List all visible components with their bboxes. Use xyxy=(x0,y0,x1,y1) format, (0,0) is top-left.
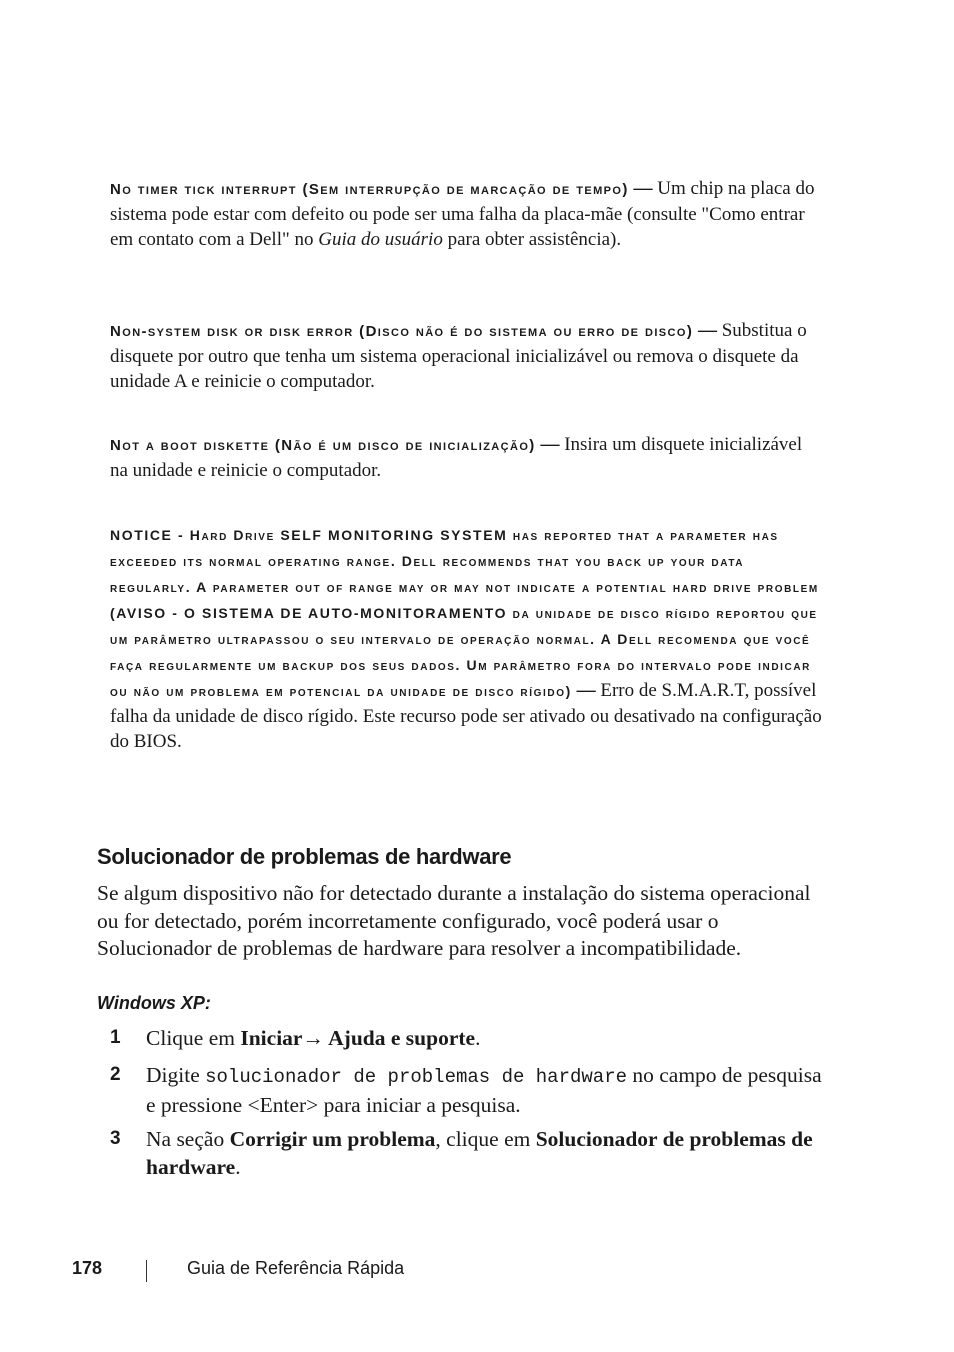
em-dash: — xyxy=(628,178,658,199)
error-entry-non-system-disk xyxy=(110,318,822,394)
em-dash: — xyxy=(571,680,601,701)
error-description-end: para obter assistência). xyxy=(442,229,622,250)
step-number: 2 xyxy=(110,1064,121,1085)
em-dash: — xyxy=(693,320,722,341)
error-heading: NOTICE - Hard Drive SELF MONITORING SYSTEM has reported that a parameter has exceeded its normal operating range. Dell recommends that you back up your data regularly. A parameter out of range may or may not indicate a potential hard drive problem (AVISO - O SISTEMA DE AUTO-MONITORAMENTO da unidade de disco rígido reportou que um parâmetro ultrapassou o seu intervalo de operação normal. A Dell recomenda que você faça regularmente um backup dos seus dados. Um parâmetro fora do intervalo pode indicar ou não um problema em potencial da unidade de disco rígido) xyxy=(110,527,819,699)
footer-doc-title: Guia de Referência Rápida xyxy=(187,1258,405,1278)
footer-divider xyxy=(146,1260,147,1282)
fix-problem-label: Corrigir um problema xyxy=(229,1127,436,1151)
page-footer xyxy=(0,1256,954,1286)
error-description: Insira um disquete inicializável na unidade e reinicie o computador. xyxy=(110,434,803,481)
menu-help-support: Ajuda e suporte xyxy=(323,1026,476,1050)
step-number: 1 xyxy=(110,1027,121,1048)
hardware-troubleshooter-label: Solucionador de problemas de hardware xyxy=(146,1127,813,1179)
section-intro: Se algum dispositivo não for detectado durante a instalação do sistema operacional ou for detectado, porém incorretamente configurado, você poderá usar o Solucionador de problemas de hardware para resolver a incompatibilidade. xyxy=(97,881,811,960)
error-heading: Not a boot diskette (Não é um disco de inicialização) xyxy=(110,437,536,454)
error-description: Um chip na placa do sistema pode estar com defeito ou pode ser uma falha da placa-mãe (consulte "Como entrar em contato com a Dell" no xyxy=(110,178,815,250)
error-entry-smart-notice xyxy=(110,522,822,754)
error-entry-timer-tick xyxy=(110,176,822,252)
em-dash: — xyxy=(535,434,565,455)
search-term: solucionador de problemas de hardware xyxy=(205,1066,627,1088)
os-label: Windows XP: xyxy=(97,993,211,1013)
step-text: Na seção Corrigir um problema, clique em Solucionador de problemas de hardware. xyxy=(146,1127,813,1179)
arrow-icon: → xyxy=(302,1026,324,1050)
error-heading: Non-system disk or disk error (Disco não é do sistema ou erro de disco) xyxy=(110,323,694,340)
step-number: 3 xyxy=(110,1128,121,1149)
guide-reference: Guia do usuário xyxy=(318,229,443,250)
step-text: Digite solucionador de problemas de hardware no campo de pesquisa e pressione <Enter> para iniciar a pesquisa. xyxy=(146,1063,822,1117)
error-description: Erro de S.M.A.R.T, possível falha da unidade de disco rígido. Este recurso pode ser ativado ou desativado na configuração do BIOS. xyxy=(110,680,822,752)
error-description: Substitua o disquete por outro que tenha um sistema operacional inicializável ou remova o disquete da unidade A e reinicie o computador. xyxy=(110,320,807,392)
page-number: 178 xyxy=(72,1258,103,1278)
section-title: Solucionador de problemas de hardware xyxy=(97,844,512,869)
error-heading: No timer tick interrupt (Sem interrupção de marcação de tempo) xyxy=(110,181,629,198)
error-entry-not-boot-diskette xyxy=(110,432,822,483)
step-text: Clique em Iniciar→ Ajuda e suporte. xyxy=(146,1026,481,1050)
menu-start: Iniciar xyxy=(240,1026,303,1050)
